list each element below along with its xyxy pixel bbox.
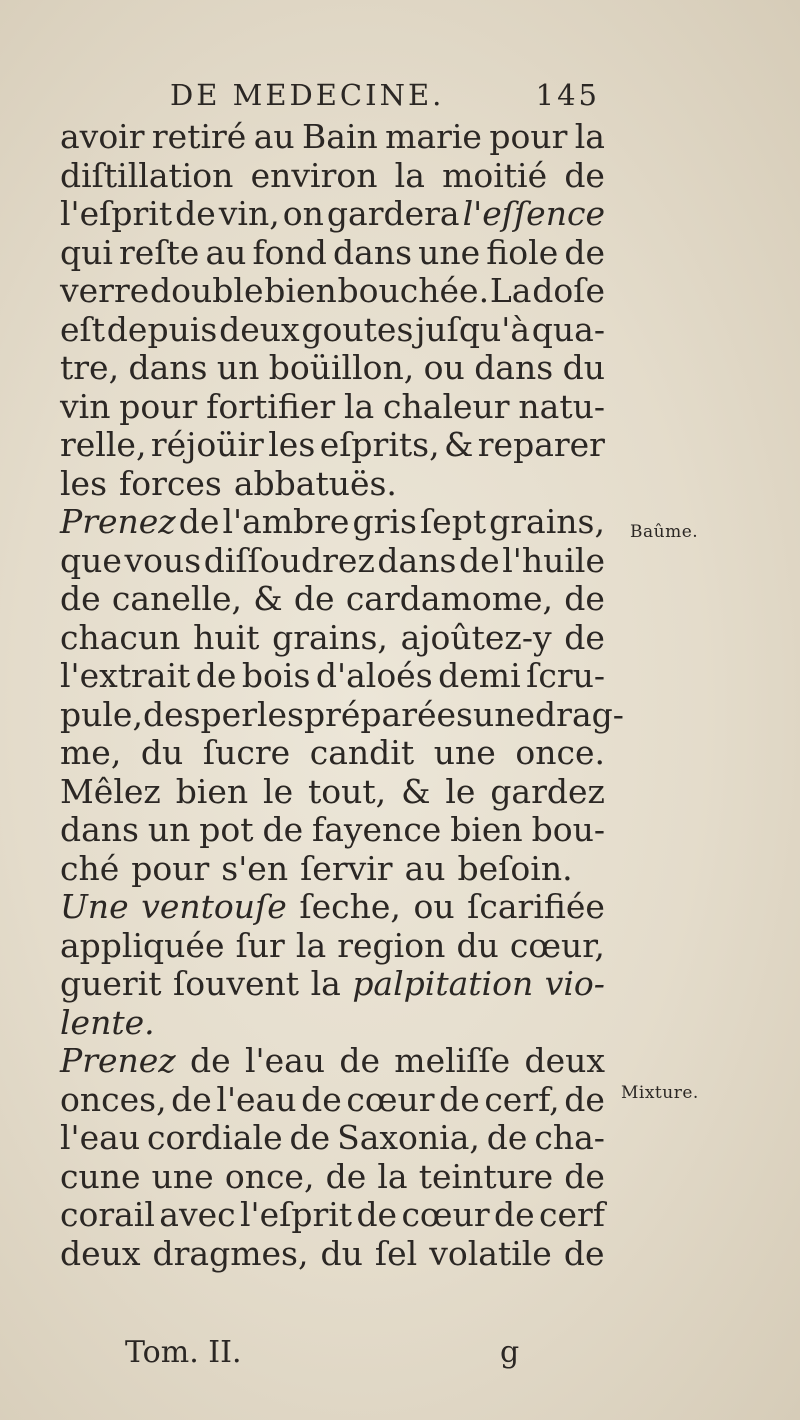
word: ſervir [300, 848, 393, 888]
word: de [564, 1156, 605, 1196]
text-line [60, 965, 605, 1004]
word: canelle, [111, 579, 242, 618]
text-line [60, 694, 624, 735]
word: Saxonia, [337, 1118, 480, 1157]
word: cordiale [147, 1118, 283, 1157]
text-line [60, 850, 605, 889]
word: & [401, 771, 431, 811]
word: pour [119, 386, 198, 426]
word: l'huile [502, 540, 605, 580]
word: diſtillation [60, 155, 234, 195]
margin-note-mixture: Mixture. [621, 1083, 699, 1103]
word: pour [131, 848, 210, 888]
word: teinture [418, 1156, 554, 1196]
word: corail [60, 1195, 155, 1234]
volume-label: Tom. II. [125, 1335, 242, 1370]
word: verre [60, 271, 150, 310]
word: la [295, 925, 327, 965]
text-line [60, 542, 605, 581]
word: region [337, 925, 446, 965]
word: diſſoudrez [203, 540, 375, 580]
word: de [339, 1041, 380, 1080]
word: ſouvent [173, 964, 300, 1003]
word: pour [489, 117, 568, 156]
word: eſprits, [319, 425, 440, 464]
word: tre, [60, 348, 120, 387]
word: de [564, 1079, 605, 1119]
text-line [60, 1042, 605, 1081]
word: de [458, 540, 500, 580]
word: avoir [60, 117, 145, 156]
text-line [60, 157, 605, 196]
word: de [325, 1156, 367, 1196]
word: vio- [544, 964, 605, 1003]
word: un [216, 348, 260, 387]
word: reparer [477, 425, 605, 464]
word: ajoûtez-y [400, 617, 552, 657]
word: ou [423, 348, 465, 387]
word: bouchée. [337, 271, 490, 310]
text-line [60, 1196, 605, 1235]
word: au [253, 117, 295, 156]
word: fiole [486, 232, 559, 272]
word: la [394, 155, 425, 195]
page-footer [60, 1335, 605, 1375]
word: once, [224, 1156, 315, 1196]
word: Bain [302, 117, 378, 156]
word: meliſſe [394, 1041, 511, 1080]
word: de [293, 579, 335, 618]
word: l'eau [60, 1118, 141, 1157]
word: demi [438, 656, 521, 695]
word: un [147, 810, 191, 849]
word: eſt [60, 309, 106, 349]
text-line [60, 311, 605, 350]
word: dans [60, 810, 139, 849]
word: cœur [346, 1079, 435, 1119]
signature-mark: g [500, 1335, 520, 1370]
word: de [262, 810, 304, 849]
word: beſoin. [457, 848, 573, 888]
word: l'eſprit [60, 194, 173, 233]
word: fayence [312, 810, 442, 849]
word: dans [333, 232, 413, 272]
word: cerf [538, 1195, 605, 1234]
word: que [60, 540, 122, 580]
text-line [60, 619, 605, 658]
word: les [60, 463, 108, 503]
word: appliquée [60, 925, 225, 965]
word: des [142, 694, 201, 734]
word: au [205, 232, 247, 272]
word: avec [159, 1195, 236, 1234]
word: de [564, 232, 605, 272]
word: tout, [308, 771, 387, 811]
word: gris [352, 502, 417, 541]
word: de [175, 194, 216, 233]
word: bien [450, 810, 523, 849]
text-line [60, 580, 605, 619]
text-line [60, 426, 605, 465]
word: double [150, 271, 264, 310]
word: candit [309, 733, 415, 772]
word: de [301, 1079, 342, 1119]
word: lente. [60, 1002, 155, 1042]
word: deux [219, 309, 300, 349]
word: cune [60, 1156, 141, 1196]
word: d'aloés [315, 656, 433, 695]
word: ché [60, 848, 120, 888]
text-line [60, 118, 605, 157]
word: doſe [532, 271, 605, 310]
word: de [178, 502, 220, 541]
word: depuis [106, 309, 218, 349]
word: environ [250, 155, 378, 195]
word: abbatuës. [233, 463, 397, 503]
word: cœur, [509, 925, 605, 965]
word: préparées [304, 694, 473, 734]
word: Prenez [60, 1041, 176, 1080]
text-line [60, 1081, 605, 1120]
word: une [473, 694, 536, 734]
word: fortifier [206, 386, 336, 426]
word: ſeche, [299, 887, 401, 926]
word: La [489, 271, 532, 310]
text-line [60, 1235, 605, 1274]
word: du [456, 925, 499, 965]
word: ſucre [202, 733, 291, 772]
word: ſept [419, 502, 487, 541]
word: la [574, 117, 605, 156]
word: une [418, 232, 481, 272]
word: qua- [531, 309, 605, 349]
text-line [60, 657, 605, 696]
word: cardamome, [345, 579, 554, 618]
word: du [140, 733, 184, 772]
text-line [60, 734, 605, 773]
text-line [60, 888, 605, 927]
word: Mêlez [60, 771, 161, 811]
word: dans [474, 348, 554, 387]
word: bou- [531, 810, 605, 849]
word: bois [241, 656, 311, 695]
text-line [60, 1119, 605, 1158]
word: les [268, 425, 316, 464]
word: de [439, 1079, 480, 1119]
word: perles [200, 694, 304, 734]
word: du [320, 1233, 363, 1273]
word: ou [413, 887, 455, 926]
word: onces, [60, 1079, 167, 1119]
word: grains, [272, 617, 388, 657]
word: bien [264, 271, 337, 310]
word: reſte [119, 232, 200, 272]
word: de [564, 617, 605, 657]
word: de [195, 656, 237, 695]
word: de [356, 1195, 398, 1234]
word: dans [377, 540, 457, 580]
word: deux [60, 1233, 141, 1273]
body-text [60, 117, 624, 1273]
text-line [60, 927, 605, 966]
word: vin [60, 386, 111, 426]
text-line [60, 503, 605, 542]
text-line [60, 1004, 605, 1043]
word: boüillon, [268, 348, 415, 387]
page-header [170, 78, 600, 122]
word: l'eſprit [239, 1195, 353, 1234]
word: de [564, 155, 605, 195]
word: au [404, 848, 446, 888]
text-line [60, 773, 605, 812]
page-number: 145 [535, 78, 600, 112]
word: gardez [490, 771, 605, 811]
word: la [377, 1156, 408, 1196]
word: de [289, 1118, 331, 1157]
word: de [563, 1233, 605, 1273]
word: cerf, [484, 1079, 560, 1119]
word: s'en [221, 848, 289, 888]
word: l'ambre [222, 502, 350, 541]
word: de [486, 1118, 528, 1157]
word: goutes [301, 309, 414, 349]
word: deux [524, 1041, 605, 1080]
word: marie [385, 117, 482, 156]
running-head: DE MEDECINE. [170, 78, 445, 112]
word: bien [175, 771, 249, 811]
word: le [445, 771, 476, 811]
word: ſur [235, 925, 285, 965]
word: fond [252, 232, 327, 272]
word: volatile [429, 1233, 552, 1273]
word: de [493, 1195, 535, 1234]
text-line [60, 272, 605, 311]
word: du [562, 348, 605, 387]
word: le [263, 771, 294, 811]
word: drag- [535, 694, 624, 734]
text-line [60, 195, 605, 234]
word: la [343, 386, 375, 426]
word: l'eau [244, 1041, 326, 1080]
word: natu- [518, 386, 605, 426]
word: Prenez [60, 502, 176, 541]
text-line [60, 1158, 605, 1197]
word: grains, [489, 502, 605, 541]
word: pot [199, 810, 254, 849]
word: vous [124, 540, 202, 580]
word: moitié [442, 155, 548, 195]
word: huit [193, 617, 260, 657]
word: on [282, 194, 324, 233]
word: l'extrait [60, 656, 191, 695]
word: guerit [60, 964, 162, 1003]
word: ventouſe [141, 887, 287, 926]
word: relle, [60, 425, 147, 464]
word: ſcru- [526, 656, 605, 695]
word: réjoüir [150, 425, 264, 464]
word: une [151, 1156, 214, 1196]
word: palpitation [352, 964, 534, 1003]
word: cha- [534, 1118, 605, 1157]
word: qui [60, 232, 113, 272]
word: de [60, 579, 101, 618]
word: dragmes, [152, 1233, 309, 1273]
word: once. [515, 733, 605, 772]
word: Une [60, 887, 129, 926]
word: juſqu'à [415, 309, 531, 349]
word: chaleur [383, 386, 510, 426]
word: de [189, 1041, 231, 1080]
word: de [171, 1079, 212, 1119]
word: une [433, 733, 496, 772]
word: ſcarifiée [467, 887, 605, 926]
text-line [60, 349, 605, 388]
text-line [60, 811, 605, 850]
word: de [564, 579, 605, 618]
word: forces [119, 463, 222, 503]
text-line [60, 388, 605, 427]
word: chacun [60, 617, 181, 657]
word: la [310, 964, 341, 1003]
word: gardera [326, 194, 460, 233]
word: & [253, 579, 283, 618]
text-line [60, 234, 605, 273]
word: me, [60, 733, 122, 772]
word: l'eſſence [462, 194, 605, 233]
word: l'eau [216, 1079, 297, 1119]
word: cœur [401, 1195, 490, 1234]
word: pule, [60, 694, 143, 734]
word: vin, [218, 194, 280, 233]
margin-note-balsam: Baûme. [630, 522, 699, 542]
word: & [443, 425, 474, 464]
word: ſel [374, 1233, 418, 1273]
word: retiré [151, 117, 247, 156]
text-line [60, 465, 605, 504]
word: dans [128, 348, 208, 387]
